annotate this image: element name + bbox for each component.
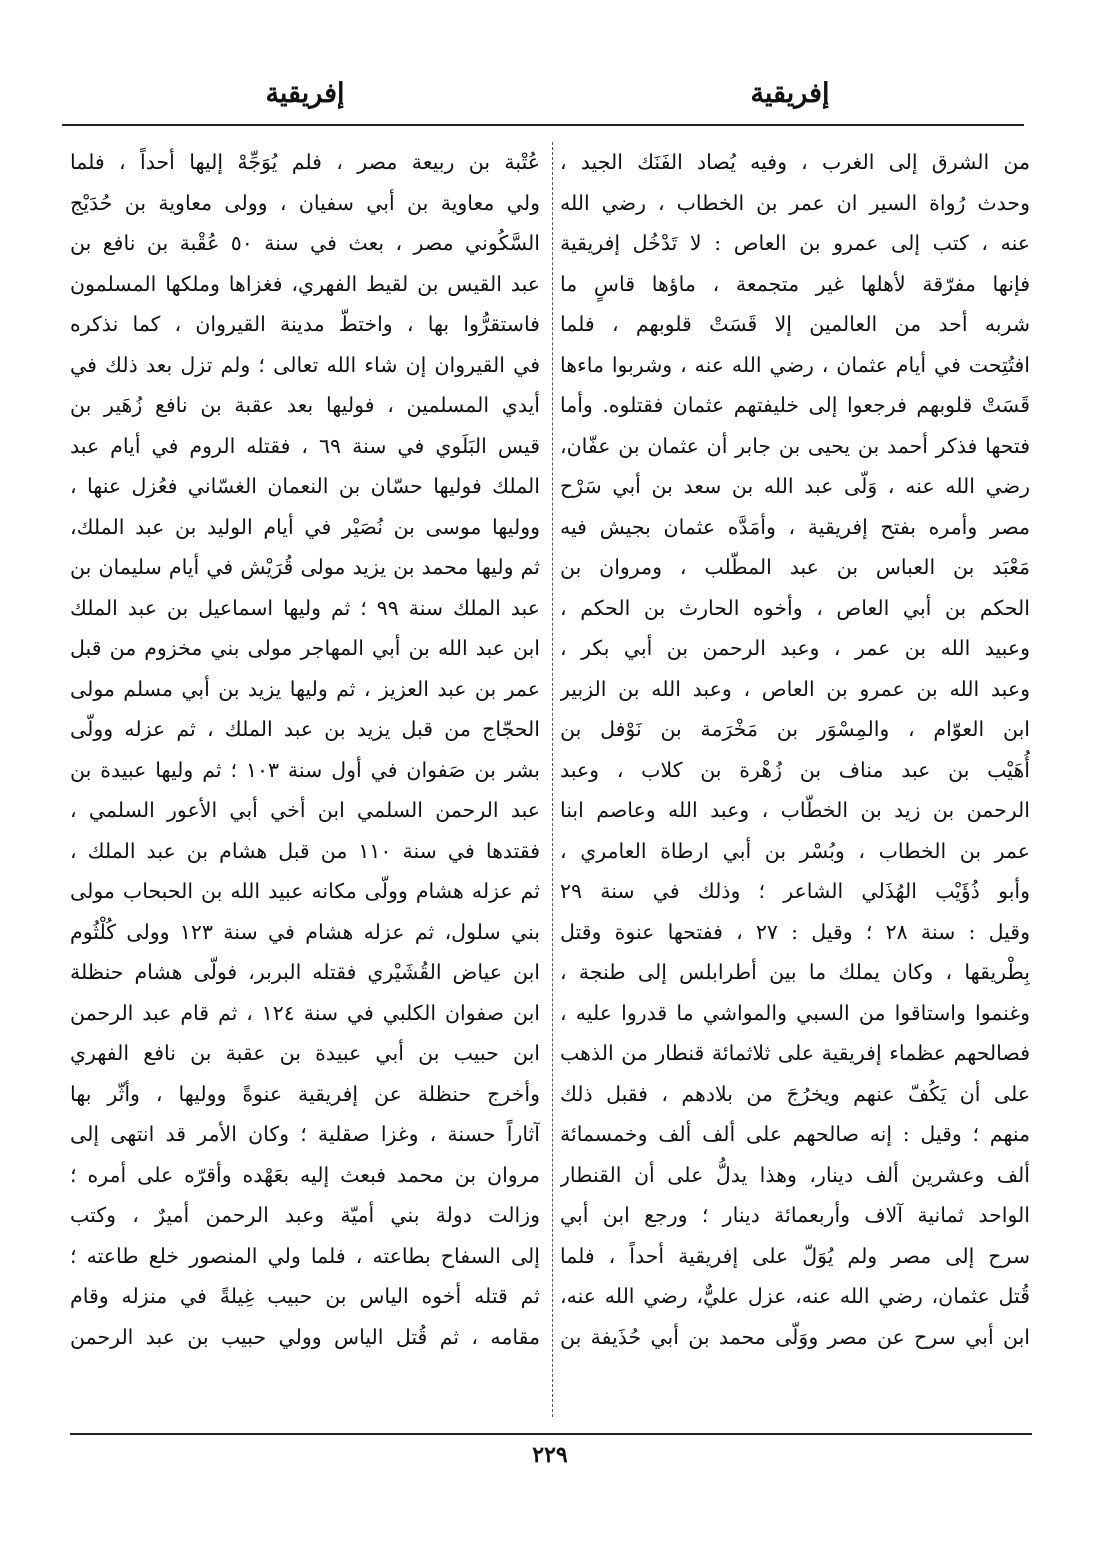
left-text-column [70, 142, 540, 1357]
text-line: السَّكُوني مصر ، بعث في سنة ٥٠ عُقْبة بن نافع بن [70, 231, 540, 255]
text-line: وأخرج حنظلة عن إفريقية عنوةً ووليها ، وأثّر بها [70, 1081, 540, 1106]
text-line: الملك فوليها حسّان بن النعمان الغسّاني فعُزل عنها ، [70, 474, 540, 498]
text-line: في القيروان إن شاء الله تعالى ؛ ولم تزل بعد ذلك في [70, 352, 540, 377]
page-number: ٢٢٩ [532, 1442, 568, 1468]
text-line: وقيل : سنة ٢٨ ؛ وقيل : ٢٧ ، ففتحها عنوة وقتل [560, 919, 1030, 944]
text-line: ثم عزله هشام وولّى مكانه عبيد الله بن الحبحاب مولى [70, 879, 540, 903]
text-line: عبد القيس بن لقيط الفهري، فغزاها وملكها المسلمون [70, 271, 540, 296]
right-text-column [560, 142, 1030, 1357]
text-line: الحجّاج من قبل يزيد بن عبد الملك ، ثم عزله وولّى [70, 717, 540, 741]
text-line: فصالحهم عظماء إفريقية على ثلاثمائة قنطار من الذهب [560, 1041, 1030, 1065]
text-line: ابن أبي سرح عن مصر ووَلّى محمد بن أبي حُذَيفة بن [560, 1324, 1030, 1349]
text-line: عبد الملك سنة ٩٩ ؛ ثم وليها اسماعيل بن عبد الملك [70, 595, 540, 620]
header-rule [62, 124, 1024, 126]
text-line: وغنموا واستاقوا من السبي والمواشي ما قدروا عليه ، [560, 1000, 1030, 1025]
text-line: وأبو ذُؤَيْب الهُذَلي الشاعر ؛ وذلك في سنة ٢٩ [560, 879, 1030, 903]
text-line: آثاراً حسنة ، وغزا صقلية ؛ وكان الأمر قد انتهى إلى [70, 1122, 540, 1146]
text-line: ابن عبد الله بن أبي المهاجر مولى بني مخزوم من قبل [70, 636, 540, 660]
text-line: بني سلول، ثم عزله هشام في سنة ١٢٣ وولى كُلْثُوم [70, 919, 540, 944]
text-line: عُتْبة بن ربيعة مصر ، فلم يُوَجِّهْ إليها أحداً ، فلما [70, 150, 540, 174]
text-line: فتحها فذكر أحمد بن يحيى بن جابر أن عثمان بن عفّان، [560, 433, 1030, 458]
text-line: الواحد ثمانية آلاف وأربعمائة دينار ؛ ورجع ابن أبي [560, 1203, 1030, 1227]
text-line: فاستقرُّوا بها ، واختطّ مدينة القيروان ، كما نذكره [70, 312, 540, 336]
text-line: الحكم بن أبي العاص ، وأخوه الحارث بن الحكم ، [560, 595, 1030, 620]
text-line: مقامه ، ثم قُتل الياس وولي حبيب بن عبد الرحمن [70, 1324, 540, 1349]
text-line: وحدث رُواة السير ان عمر بن الخطاب ، رضي الله [560, 190, 1030, 215]
text-line: فإنها مفرّقة لأهلها غير متجمعة ، ماؤها قاسٍ ما [560, 271, 1030, 296]
text-line: ولي معاوية بن أبي سفيان ، وولى معاوية بن حُدَيْج [70, 190, 540, 215]
text-line: عمر بن عبد العزيز ، ثم وليها يزيد بن أبي مسلم مولى [70, 676, 540, 701]
text-line: قَسَتْ قلوبهم فرجعوا إلى خليفتهم عثمان فقتلوه. وأما [560, 393, 1030, 417]
text-line: أيدي المسلمين ، فوليها بعد عقبة بن نافع زُهَير بن [70, 393, 540, 417]
text-line: ابن صفوان الكلبي في سنة ١٢٤ ، ثم قام عبد الرحمن [70, 1000, 540, 1025]
text-line: ثم وليها محمد بن يزيد مولى قُرَيْش في أيام سليمان بن [70, 555, 540, 579]
text-line: فقتدها في سنة ١١٠ من قبل هشام بن عبد الملك ، [70, 838, 540, 863]
text-line: افتُتِحت في أيام عثمان ، رضي الله عنه ، وشربوا ماءها [560, 352, 1030, 377]
footer-rule [70, 1433, 1032, 1435]
text-line: سرح إلى مصر ولم يُوَلّ على إفريقية أحداً ، فلما [560, 1243, 1030, 1268]
text-line: قُتل عثمان، رضي الله عنه، عزل عليٌّ، رضي الله عنه، [560, 1284, 1030, 1308]
text-line: شربه أحد من العالمين إلا قَسَتْ قلوبهم ، فلما [560, 312, 1030, 336]
text-line: عنه ، كتب إلى عمرو بن العاص : لا تَدْخُل إفريقية [560, 231, 1030, 255]
text-line: رضي الله عنه ، وَلّى عبد الله بن سعد بن أبي سَرْح [560, 474, 1030, 498]
text-line: بِطْريقها ، وكان يملك ما بين أطرابلس إلى طنجة ، [560, 960, 1030, 984]
text-line: مصر وأمره بفتح إفريقية ، وأمَدَّه عثمان بجيش فيه [560, 514, 1030, 539]
running-header-right: إفريقية [750, 78, 830, 109]
text-line: ثم قتله أخوه الياس بن حبيب غِيلةً في منزله وقام [70, 1284, 540, 1308]
text-line: عبد الرحمن السلمي ابن أخي أبي الأعور السلمي ، [70, 798, 540, 822]
text-line: عمر بن الخطاب ، وبُسْر بن أبي ارطاة العامري ، [560, 838, 1030, 863]
text-line: إلى السفاح بطاعته ، فلما ولي المنصور خلع طاعته ؛ [70, 1243, 540, 1268]
text-line: على أن يَكُفّ عنهم ويخرُجَ من بلادهم ، فقبل ذلك [560, 1081, 1030, 1106]
text-line: وعبيد الله بن عمر ، وعبد الرحمن بن أبي بكر ، [560, 636, 1030, 660]
column-divider [552, 142, 553, 1417]
text-line: مروان بن محمد فبعث إليه بعَهْده وأقرّه على أمره ؛ [70, 1162, 540, 1187]
text-line: ألف وعشرين ألف دينار، وهذا يدلُّ على أن القنطار [560, 1162, 1030, 1187]
text-line: ابن حبيب بن أبي عبيدة بن عقبة بن نافع الفهري [70, 1041, 540, 1065]
text-line: مَعْبَد بن العباس بن عبد المطّلب ، ومروان بن [560, 555, 1030, 579]
text-line: أُهَيْب بن عبد مناف بن زُهْرة بن كلاب ، وعبد [560, 757, 1030, 782]
text-line: من الشرق إلى الغرب ، وفيه يُصاد الفَنَك الجيد ، [560, 150, 1030, 174]
text-line: وعبد الله بن عمرو بن العاص ، وعبد الله بن الزبير [560, 676, 1030, 701]
text-line: بشر بن صَفوان في أول سنة ١٠٣ ؛ ثم وليها عبيدة بن [70, 757, 540, 782]
text-line: قيس البَلَوي في سنة ٦٩ ، فقتله الروم في أيام عبد [70, 433, 540, 458]
text-line: وزالت دولة بني أميّة وعبد الرحمن أميرٌ ، وكتب [70, 1203, 540, 1227]
text-line: منهم ؛ وقيل : إنه صالحهم على ألف ألف وخمسمائة [560, 1122, 1030, 1146]
text-line: ابن العوّام ، والمِسْوَر بن مَخْرَمة بن نَوْفل بن [560, 717, 1030, 741]
text-line: ابن عياض القُشَيْري فقتله البربر، فولّى هشام حنظلة [70, 960, 540, 984]
text-line: الرحمن بن زيد بن الخطّاب ، وعبد الله وعاصم ابنا [560, 798, 1030, 822]
running-header-left: إفريقية [265, 78, 345, 109]
text-line: ووليها موسى بن نُصَيْر في أيام الوليد بن عبد الملك، [70, 514, 540, 539]
